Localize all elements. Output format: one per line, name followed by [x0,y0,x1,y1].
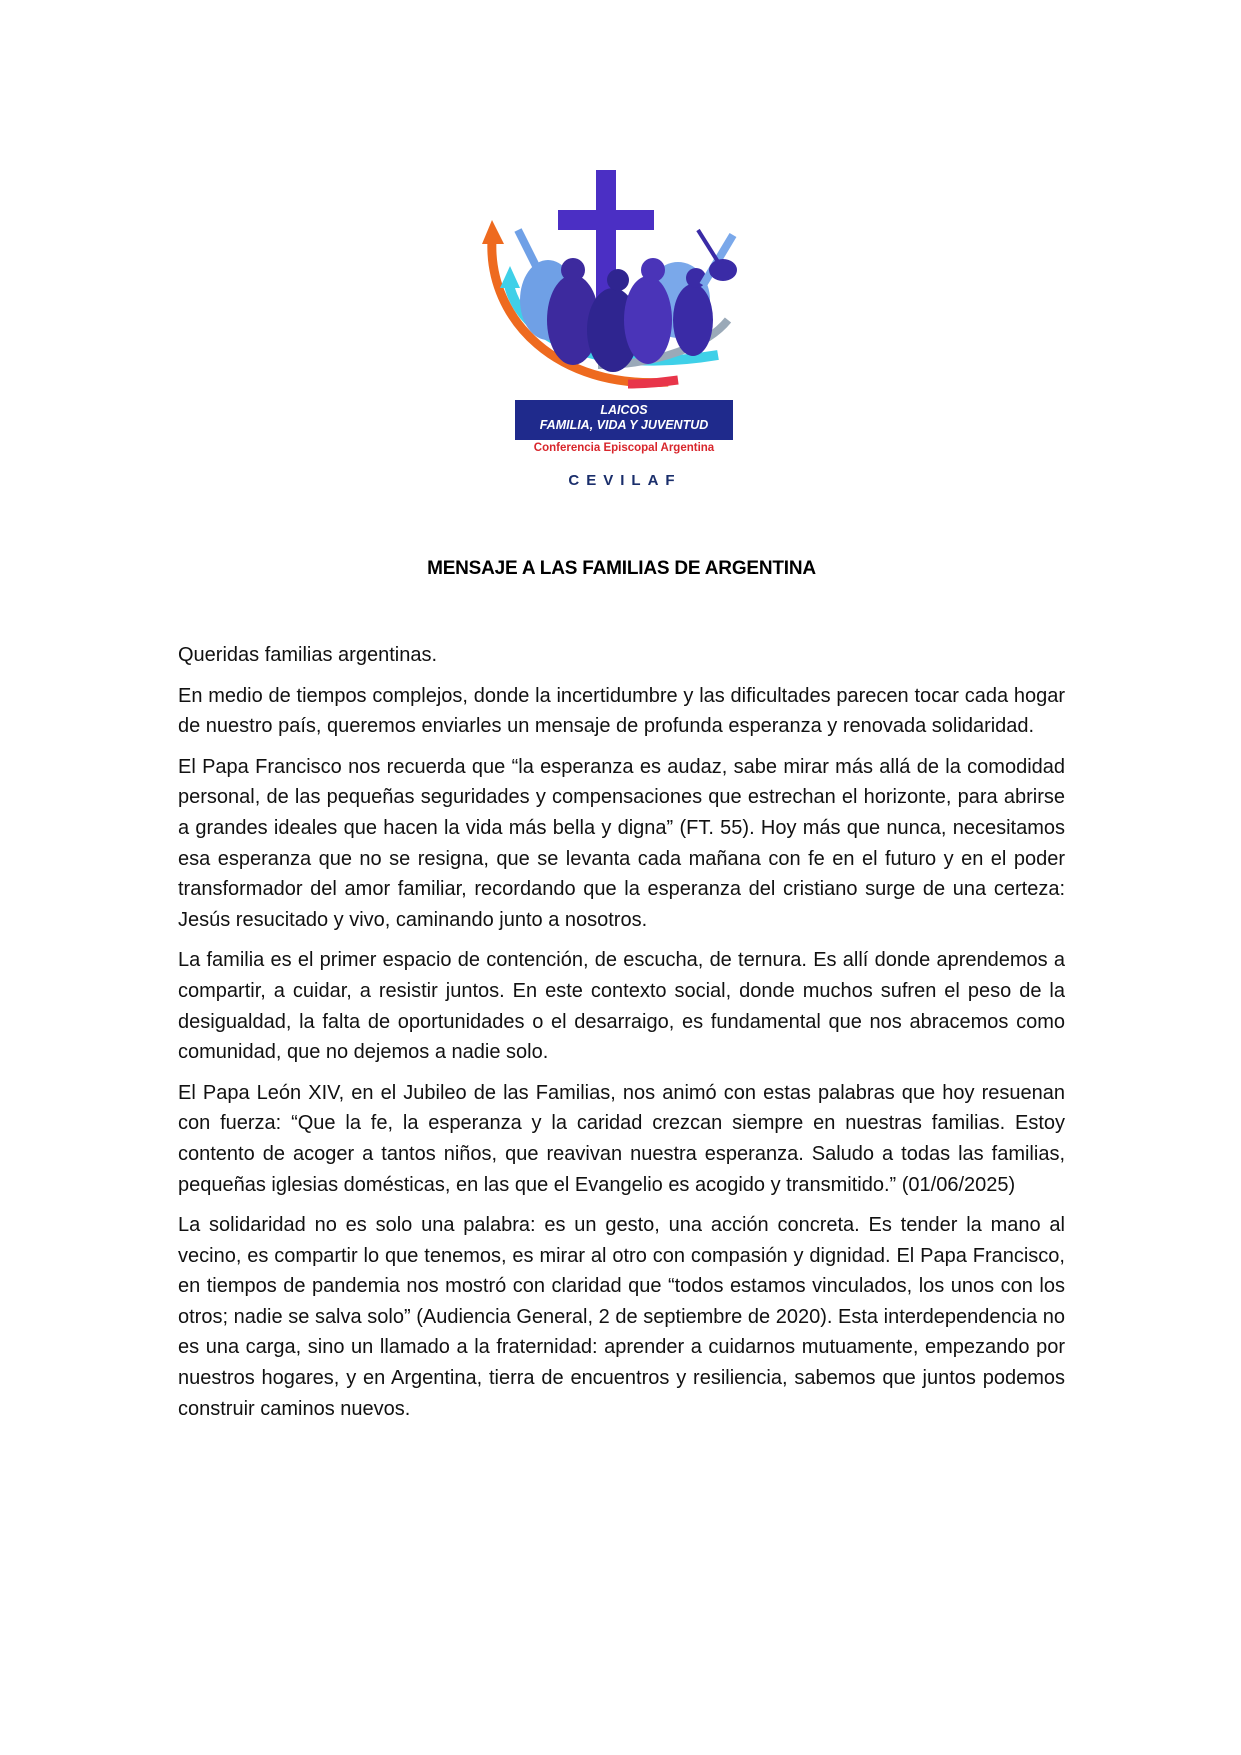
logo-banner [515,400,733,440]
organization-name: CEVILAF [568,472,682,489]
paragraph: Queridas familias argentinas. [178,644,438,666]
paragraph: El Papa Francisco nos recuerda que “la esperanza es audaz, sabe mirar más allá de la comodidad personal, de las pequeñas seguridades y compensaciones que estrechan el horizonte, para abrirse a grandes ideales que hacen la vida más bella y digna” (FT. 55). Hoy más que nunca, necesitamos esa esperanza que no se resigna, que se levanta cada mañana con fe en el futuro y en el poder transformador del amor familiar, recordando que la esperanza del cristiano surge de una certeza: Jesús resucitado y vivo, caminando junto a nosotros. [178,755,1065,931]
paragraph: La solidaridad no es solo una palabra: es un gesto, una acción concreta. Es tender la mano al vecino, es compartir lo que tenemos, es mirar al otro con compasión y dignidad. El Papa Francisco, en tiempos de pandemia nos mostró con claridad que “todos estamos vinculados, los unos con los otros; nadie se salva solo” (Audiencia General, 2 de septiembre de 2020). Esta interdependencia no es una carga, sino un llamado a la fraternidad: aprender a cuidarnos mutuamente, empezando por nuestros hogares, y en Argentina, tierra de encuentros y resiliencia, sabemos que juntos podemos construir caminos nuevos. [178,1214,1065,1420]
document-title: MENSAJE A LAS FAMILIAS DE ARGENTINA [427,558,816,579]
document-body [178,640,1065,1434]
paragraph: La familia es el primer espacio de contención, de escucha, de ternura. Es allí donde aprendemos a compartir, a cuidar, a resistir juntos. En este contexto social, donde muchos sufren el peso de la desigualdad, la falta de oportunidades o el desarraigo, es fundamental que nos abracemos como comunidad, que no dejemos a nadie solo. [178,949,1065,1064]
paragraph: En medio de tiempos complejos, donde la incertidumbre y las dificultades parecen tocar cada hogar de nuestro país, queremos enviarles un mensaje de profunda esperanza y renovada solidaridad. [178,684,1065,738]
banner-line2: FAMILIA, VIDA Y JUVENTUD [539,418,709,432]
banner-line1: LAICOS [600,403,648,417]
banner-subtitle: Conferencia Episcopal Argentina [533,442,715,454]
paragraph: El Papa León XIV, en el Jubileo de las Familias, nos animó con estas palabras que hoy resuenan con fuerza: “Que la fe, la esperanza y la caridad crezcan siempre en nuestras familias. Estoy contento de acoger a tantos niños, que reavivan nuestra esperanza. Saludo a todas las familias, pequeñas iglesias domésticas, en las que el Evangelio es acogido y transmitido.” (01/06/2025) [178,1081,1065,1196]
